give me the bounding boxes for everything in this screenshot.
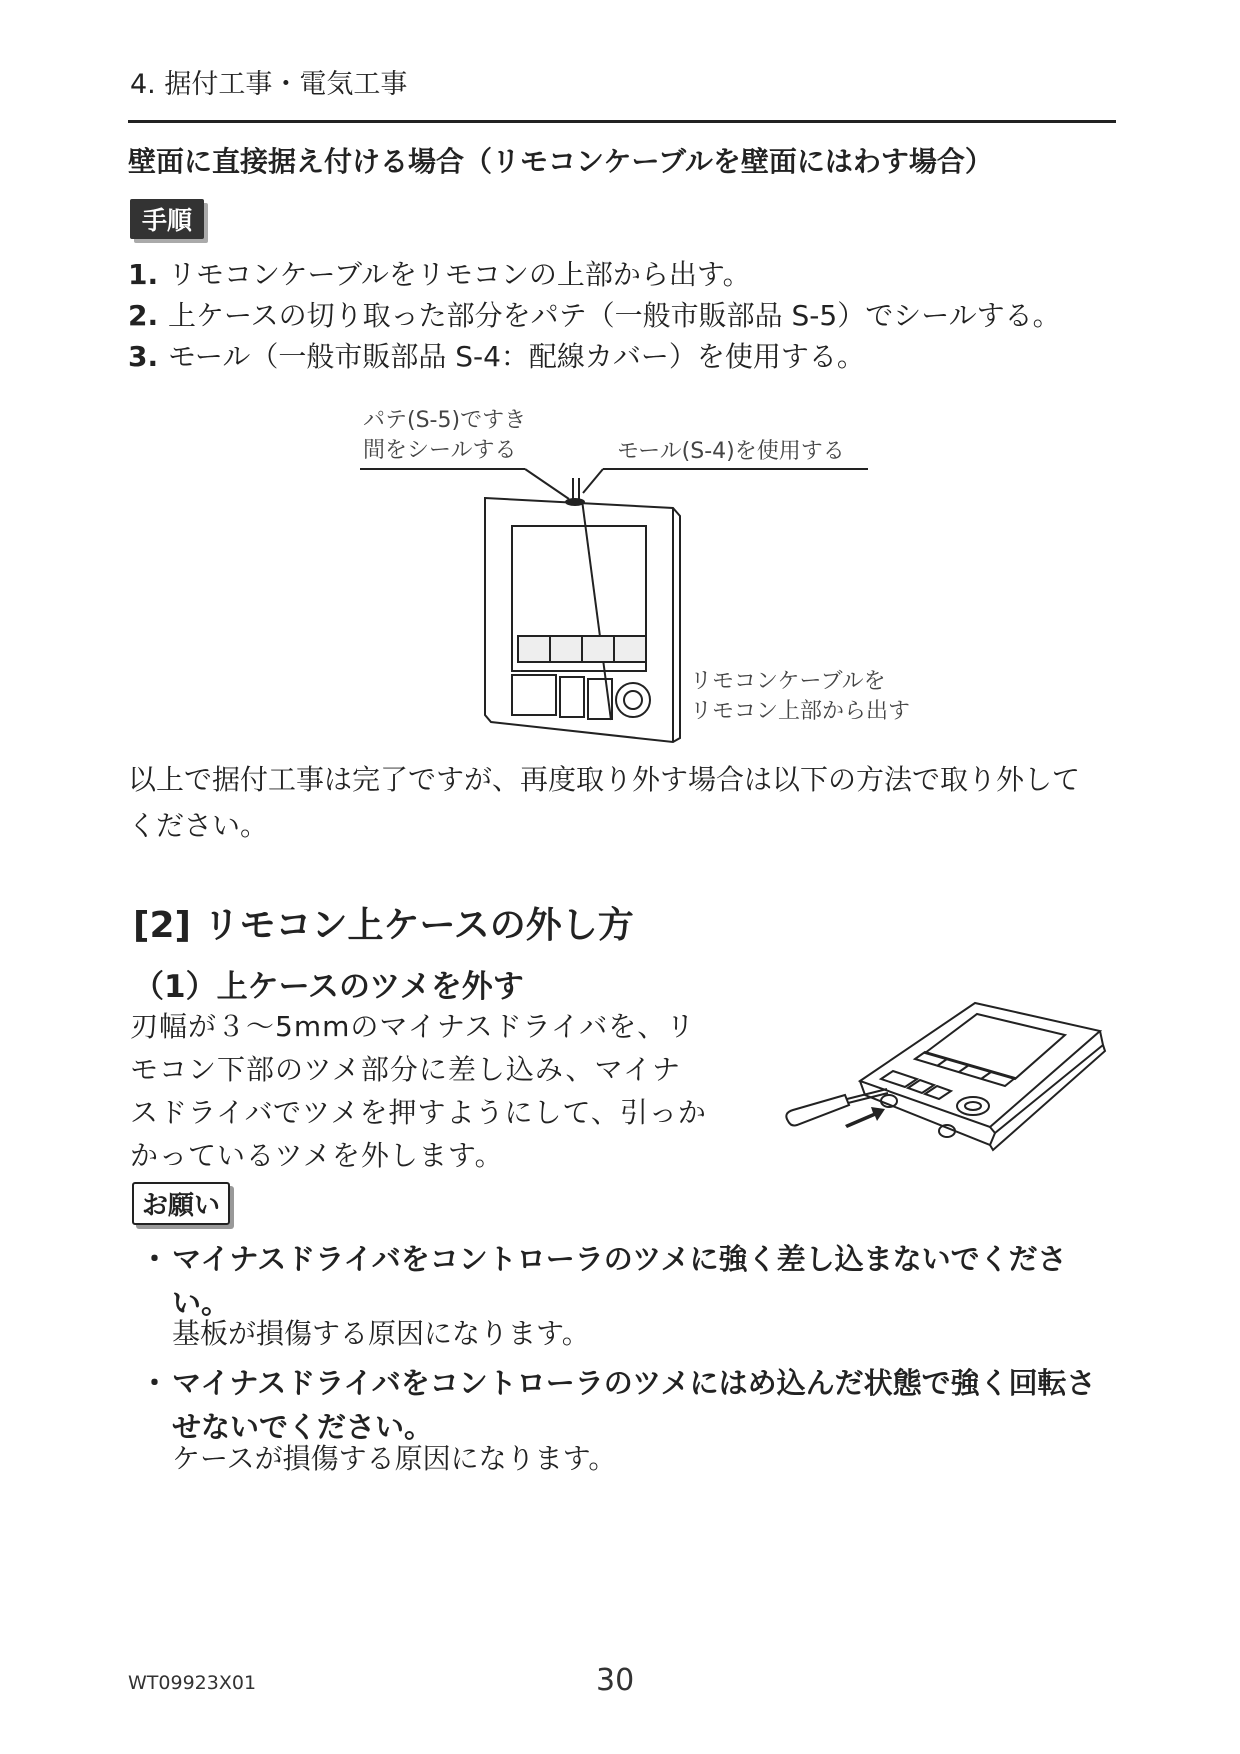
figure-label-cable-line2: リモコン上部から出す: [690, 699, 911, 724]
bullet-dot: ・: [140, 1242, 170, 1276]
caution-line: せないでください。: [172, 1410, 434, 1444]
remote-wall-mount-illustration: [355, 460, 875, 750]
closing-paragraph: [128, 757, 1080, 849]
document-code: WT09923X01: [128, 1672, 257, 1694]
closing-line: ください。: [128, 809, 269, 842]
instruction-line: モコン下部のツメ部分に差し込み、マイナ: [130, 1053, 682, 1086]
page-section-title: 4. 据付工事・電気工事: [130, 69, 408, 100]
instruction-line: 刃幅が３～5mmのマイナスドライバを、リ: [130, 1010, 696, 1043]
caution-line: マイナスドライバをコントローラのツメに強く差し込まないでくださ: [172, 1242, 1067, 1276]
removal-subheading: （1）上ケースのツメを外す: [133, 969, 524, 1005]
step-number: 3.: [128, 340, 159, 373]
step-item: [128, 253, 751, 293]
figure-label-putty-line1: パテ(S-5)ですき: [363, 408, 527, 433]
caution-line: マイナスドライバをコントローラのツメにはめ込んだ状態で強く回転さ: [172, 1366, 1096, 1400]
page-number: 30: [596, 1663, 635, 1698]
header-divider: [128, 120, 1116, 123]
removal-instructions: [130, 1005, 707, 1177]
step-number: 1.: [128, 258, 159, 291]
figure-label-putty-line2: 間をシールする: [363, 438, 517, 463]
step-text: 上ケースの切り取った部分をパテ（一般市販部品 S-5）でシールする。: [168, 299, 1061, 332]
caution-note: 基板が損傷する原因になります。: [172, 1317, 590, 1350]
request-badge: お願い: [132, 1182, 230, 1225]
step-text: モール（一般市販部品 S-4：配線カバー）を使用する。: [168, 340, 865, 373]
step-item: [128, 335, 865, 375]
bullet-dot: ・: [140, 1366, 170, 1400]
instruction-line: かっているツメを外します。: [130, 1139, 504, 1172]
figure-label-mold: モール(S-4)を使用する: [617, 439, 845, 464]
caution-line: い。: [172, 1286, 231, 1320]
closing-line: 以上で据付工事は完了ですが、再度取り外す場合は以下の方法で取り外して: [128, 763, 1081, 796]
figure-label-putty: [363, 406, 526, 466]
screwdriver-removal-illustration: [785, 985, 1115, 1170]
procedure-badge: 手順: [130, 199, 204, 239]
figure-label-cable-line1: リモコンケーブルを: [690, 669, 886, 694]
removal-heading: [2] リモコン上ケースの外し方: [133, 905, 634, 946]
step-text: リモコンケーブルをリモコンの上部から出す。: [168, 258, 751, 291]
caution-note: ケースが損傷する原因になります。: [172, 1442, 617, 1475]
caution-item: [140, 1361, 1100, 1449]
instruction-line: スドライバでツメを押すようにして、引っか: [130, 1096, 707, 1129]
step-item: [128, 294, 1061, 334]
wall-mount-title: 壁面に直接据え付ける場合（リモコンケーブルを壁面にはわす場合）: [128, 145, 993, 178]
step-number: 2.: [128, 299, 159, 332]
